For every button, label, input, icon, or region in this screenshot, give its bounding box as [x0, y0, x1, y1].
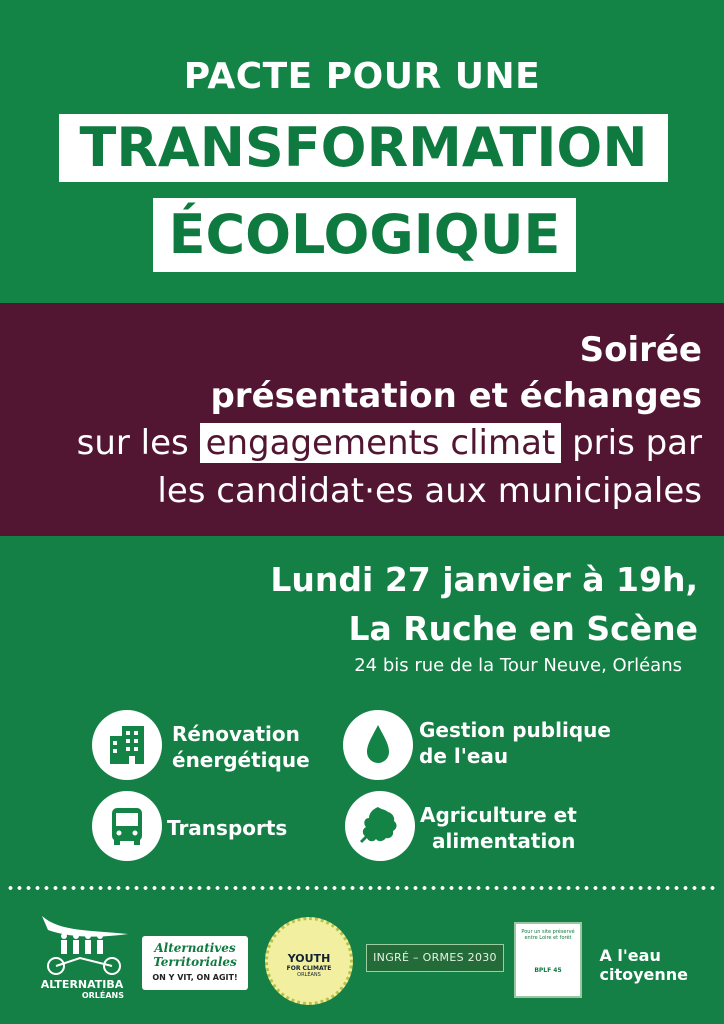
- theme-1-line-2: énergétique: [172, 748, 310, 772]
- band-line-3: [77, 423, 702, 463]
- theme-label-eau: [419, 717, 611, 769]
- pretitle: PACTE POUR UNE: [183, 56, 541, 97]
- building-icon: [92, 710, 162, 780]
- theme-3-line-1: Transports: [167, 816, 288, 840]
- bus-icon: [92, 791, 162, 861]
- band-line-3-pre: sur les: [76, 423, 200, 463]
- alt-territ-line-1: Alternatives: [154, 941, 236, 955]
- theme-label-agriculture: [420, 802, 577, 854]
- ingre-ormes-logo: INGRÉ – ORMES 2030: [366, 944, 504, 972]
- youth-line-1: YOUTH: [287, 952, 331, 965]
- title-line-2: ÉCOLOGIQUE: [153, 198, 576, 272]
- alternatiba-name: [34, 978, 130, 1000]
- water-drop-icon: [343, 710, 413, 780]
- event-description-band: [0, 303, 724, 536]
- theme-label-renovation: [172, 721, 310, 773]
- bplf-line-1: Pour un site préservé entre Loire et forêt: [521, 929, 575, 941]
- event-date: Lundi 27 janvier à 19h,: [270, 560, 698, 599]
- eau-line-2: citoyenne: [599, 965, 688, 984]
- alt-territ-line-2: Territoriales: [153, 955, 237, 969]
- youth-for-climate-logo: [265, 917, 353, 1005]
- bplf-logo: [514, 922, 582, 998]
- eau-line-1: A l'eau: [599, 946, 661, 965]
- eau-citoyenne-logo: [599, 946, 688, 984]
- theme-2-line-1: Gestion publique: [419, 718, 611, 742]
- band-line-1: Soirée: [579, 330, 702, 370]
- title-line-1: TRANSFORMATION: [59, 114, 668, 182]
- theme-4-line-1: Agriculture et: [420, 803, 577, 827]
- band-line-3-post: pris par: [561, 423, 702, 463]
- theme-1-line-1: Rénovation: [172, 722, 300, 746]
- bplf-line-2: BPLF 45: [534, 967, 562, 974]
- band-highlight: engagements climat: [200, 423, 562, 463]
- event-address: 24 bis rue de la Tour Neuve, Orléans: [354, 655, 682, 676]
- alternatiba-title: ALTERNATIBA: [40, 978, 124, 991]
- alternatiba-sub: ORLÉANS: [81, 991, 124, 1000]
- youth-line-3: ORLÉANS: [297, 972, 321, 978]
- band-line-4: les candidat·es aux municipales: [157, 471, 702, 511]
- leaf-icon: [345, 791, 415, 861]
- dotted-divider: [6, 886, 718, 890]
- band-line-2: présentation et échanges: [210, 376, 702, 416]
- event-venue: La Ruche en Scène: [348, 609, 698, 648]
- alt-territ-line-3: ON Y VIT, ON AGIT!: [152, 973, 238, 982]
- alternatiba-logo: [40, 912, 130, 978]
- theme-label-transports: [167, 815, 287, 841]
- theme-4-line-2: alimentation: [432, 829, 576, 853]
- youth-line-2: FOR CLIMATE: [286, 965, 332, 972]
- alternatives-territoriales-logo: [142, 936, 248, 990]
- theme-2-line-2: de l'eau: [419, 744, 509, 768]
